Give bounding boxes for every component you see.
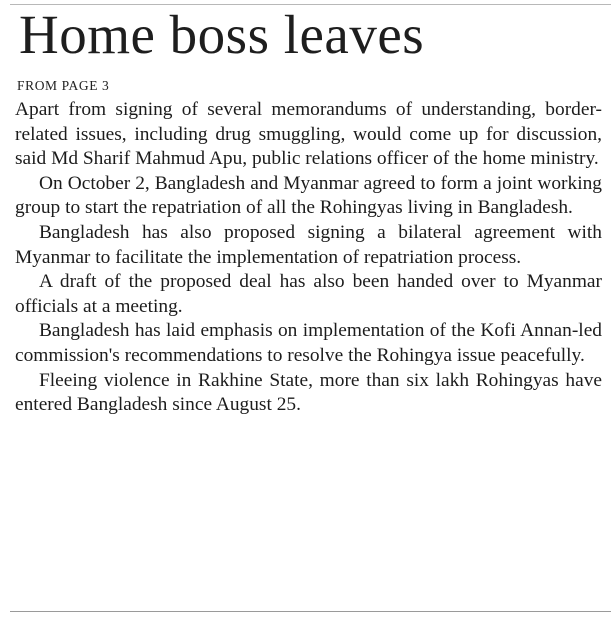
body-paragraph: Apart from signing of several memorandums of understanding, border-related issues, including drug smuggling, would come up for discussion, said Md Sharif Mahmud Apu, public relations officer of the home ministry. xyxy=(15,99,602,170)
body-paragraph: A draft of the proposed deal has also been handed over to Myanmar officials at a meeting. xyxy=(15,271,602,317)
body-paragraph: On October 2, Bangladesh and Myanmar agreed to form a joint working group to start the repatriation of all the Rohingyas living in Bangladesh. xyxy=(15,172,602,219)
body-paragraph: Bangladesh has also proposed signing a bilateral agreement with Myanmar to facilitate the implementation of repatriation process. xyxy=(15,221,602,268)
article-body xyxy=(15,98,602,418)
body-paragraph: Fleeing violence in Rakhine State, more than six lakh Rohingyas have entered Bangladesh since August 25. xyxy=(15,369,602,416)
bottom-rule xyxy=(10,611,611,612)
headline: Home boss leaves xyxy=(19,4,425,65)
body-paragraph: Bangladesh has laid emphasis on implementation of the Kofi Annan-led commission's recommendations to resolve the Rohingya issue peacefully. xyxy=(15,320,602,366)
continuation-kicker: FROM PAGE 3 xyxy=(17,78,110,93)
